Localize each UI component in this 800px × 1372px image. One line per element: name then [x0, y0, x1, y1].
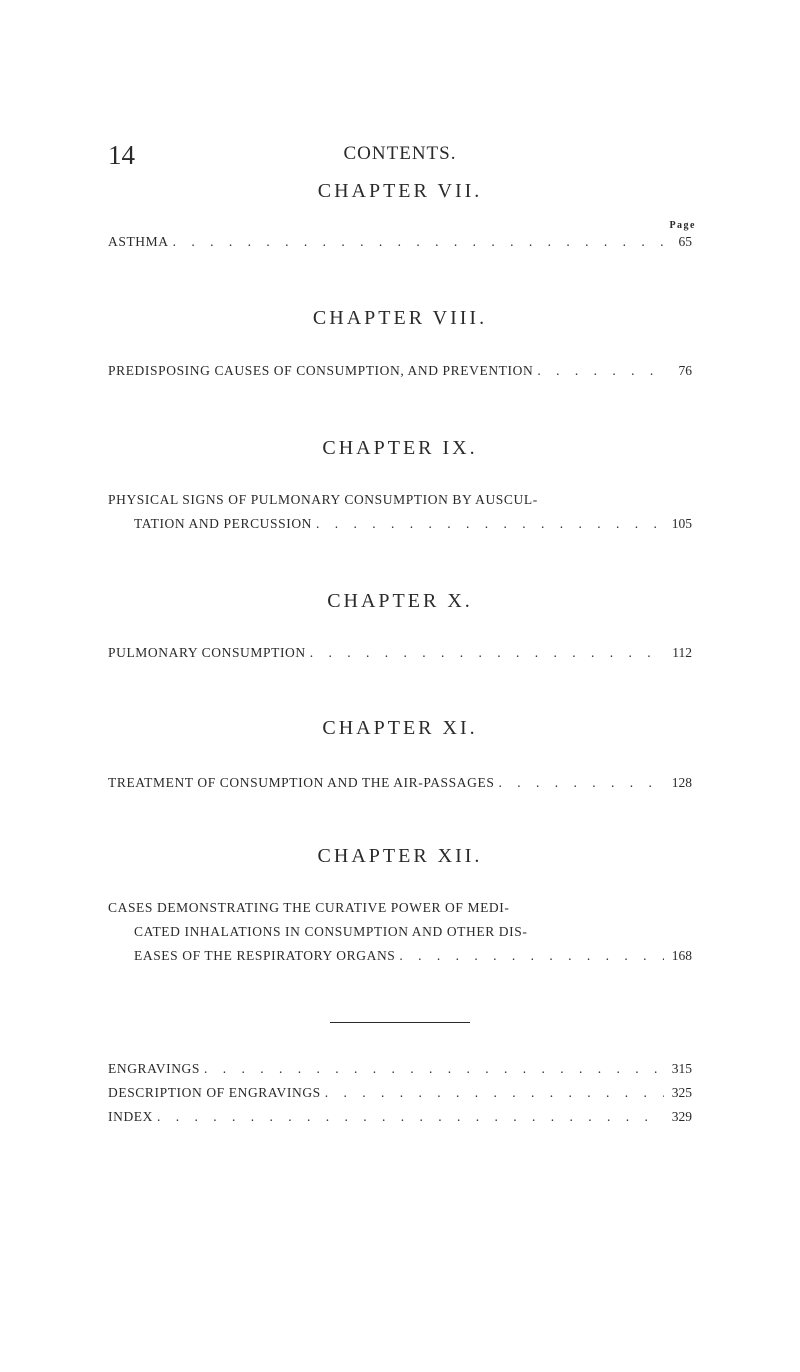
toc-entry: [108, 359, 692, 383]
leader-dots: [395, 944, 664, 968]
chapter-heading: CHAPTER X.: [327, 590, 473, 612]
toc-entry-title: INDEX: [108, 1109, 153, 1124]
toc-entry-title: TREATMENT OF CONSUMPTION AND THE AIR-PASSAGES: [108, 775, 495, 790]
toc-entry-title: EASES OF THE RESPIRATORY ORGANS: [134, 948, 396, 963]
page-number: 14: [108, 140, 135, 170]
toc-entry-title: TATION AND PERCUSSION: [134, 516, 313, 531]
toc-entry-title: CATED INHALATIONS IN CONSUMPTION AND OTHER DIS-: [134, 924, 528, 939]
toc-entry-title: CASES DEMONSTRATING THE CURATIVE POWER OF MEDI-: [108, 900, 510, 915]
toc-entry-title: DESCRIPTION OF ENGRAVINGS: [108, 1085, 321, 1100]
running-head: CONTENTS.: [343, 143, 457, 164]
page-column-label: Page: [669, 220, 696, 231]
toc-page-number: 128: [671, 775, 692, 790]
toc-line: [108, 896, 692, 920]
leader-dots: [533, 359, 664, 383]
chapter-heading: CHAPTER XI.: [322, 717, 478, 739]
toc-line: [108, 920, 692, 944]
leader-dots: [494, 771, 664, 795]
leader-dots: [153, 1105, 664, 1129]
leader-dots: [169, 230, 664, 254]
toc-entry-title: ENGRAVINGS: [108, 1061, 201, 1076]
leader-dots: [321, 1081, 664, 1105]
toc-line: [108, 771, 692, 795]
toc-entry: [108, 896, 692, 968]
toc-page-number: 325: [671, 1085, 692, 1100]
chapter-heading: CHAPTER VIII.: [312, 307, 488, 329]
toc-page-number: 315: [671, 1061, 692, 1076]
toc-page-number: 76: [678, 363, 692, 378]
toc-line: [108, 230, 692, 254]
toc-line: [108, 944, 692, 968]
section-divider-rule: [330, 1022, 470, 1023]
toc-entry-title: PULMONARY CONSUMPTION: [108, 645, 306, 660]
toc-line: [108, 1081, 692, 1105]
toc-line: [108, 359, 692, 383]
chapter-heading: CHAPTER IX.: [322, 437, 478, 459]
toc-entry: [108, 488, 692, 536]
chapter-heading: CHAPTER VII.: [317, 180, 483, 202]
leader-dots: [200, 1057, 664, 1081]
toc-page-number: 112: [672, 645, 692, 660]
toc-page-number: 65: [678, 234, 692, 249]
toc-entry: [108, 641, 692, 665]
leader-dots: [306, 641, 664, 665]
toc-line: [108, 641, 692, 665]
toc-entry: [108, 771, 692, 795]
toc-entry-title: ASTHMA: [108, 234, 169, 249]
toc-page-number: 168: [671, 948, 692, 963]
toc-line: [108, 488, 692, 512]
toc-page-number: 105: [671, 516, 692, 531]
toc-line: [108, 512, 692, 536]
leader-dots: [312, 512, 664, 536]
back-matter-list: [108, 1057, 692, 1129]
toc-line: [108, 1105, 692, 1129]
toc-page-number: 329: [671, 1109, 692, 1124]
chapter-heading: CHAPTER XII.: [317, 845, 483, 867]
toc-line: [108, 1057, 692, 1081]
toc-entry-title: PREDISPOSING CAUSES OF CONSUMPTION, AND PREVENTION: [108, 363, 534, 378]
toc-entry: [108, 230, 692, 254]
toc-entry-title: PHYSICAL SIGNS OF PULMONARY CONSUMPTION BY AUSCUL-: [108, 492, 538, 507]
